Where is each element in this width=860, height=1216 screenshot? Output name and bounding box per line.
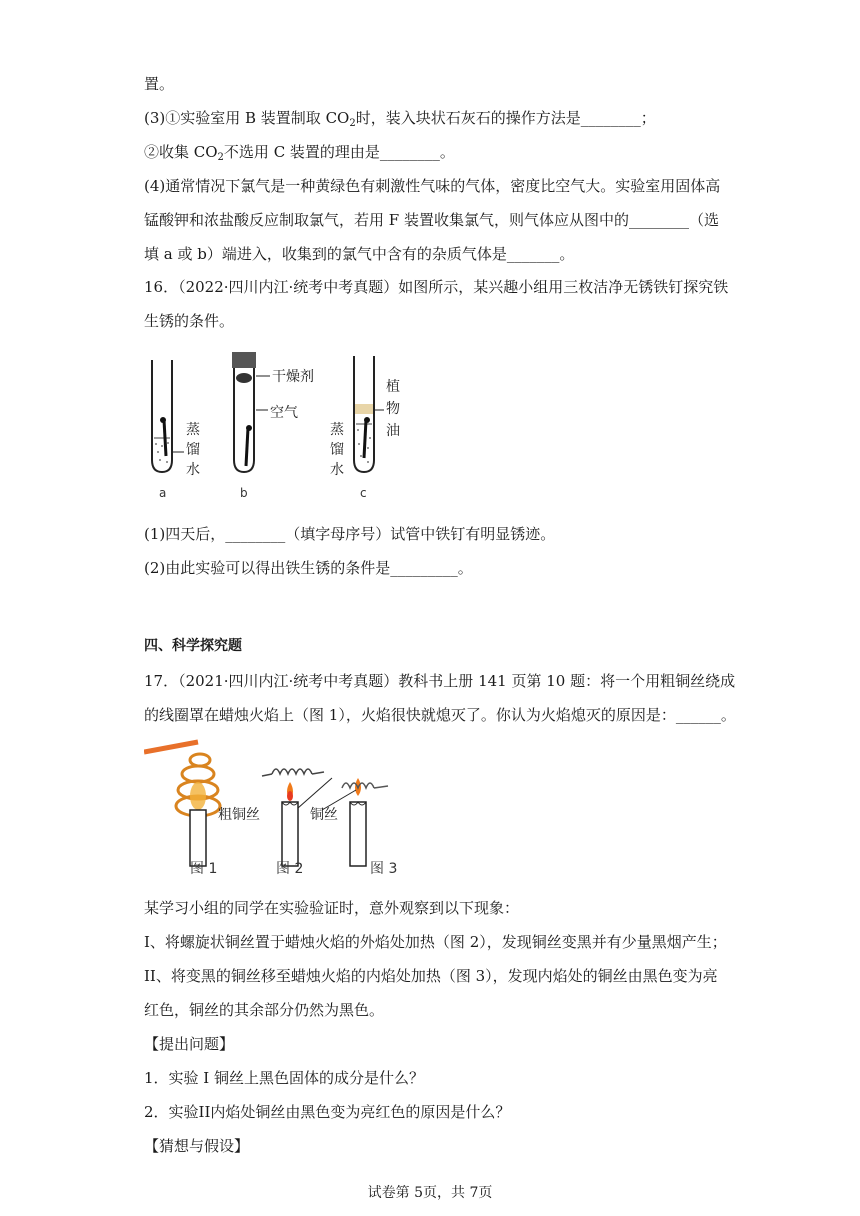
char: 蒸 [330, 422, 344, 438]
text-line: (4)通常情况下氯气是一种黄绿色有刺激性气味的气体，密度比空气大。实验室用固体高 [144, 177, 721, 195]
char: 水 [186, 462, 200, 478]
text-part: 不选用 C 装置的理由是________。 [223, 143, 455, 161]
subscript: 2 [217, 152, 224, 163]
fig-2-caption: 图 2 [276, 861, 304, 877]
question-3-1 [144, 108, 656, 128]
test-tube-figure [140, 348, 420, 508]
char: 馏 [330, 442, 344, 458]
desiccant-label: 干燥剂 [272, 369, 314, 385]
char: 馏 [186, 442, 200, 458]
text-part: 时，装入块状石灰石的操作方法是________； [355, 109, 656, 127]
text-line: 填 a 或 b）端进入，收集到的氯气中含有的杂质气体是_______。 [144, 245, 575, 263]
tube-b [232, 352, 270, 472]
heading-ask-question: 【提出问题】 [144, 1035, 235, 1053]
heading-hypothesis: 【猜想与假设】 [144, 1137, 250, 1155]
char: 物 [386, 401, 400, 417]
section-heading: 四、科学探究题 [144, 638, 242, 654]
tube-c [354, 356, 384, 472]
thick-copper-wire-label: 粗铜丝 [218, 807, 260, 823]
tube-c-label: c [360, 486, 367, 500]
question-item-2: 2．实验II内焰处铜丝由黑色变为亮红色的原因是什么？ [144, 1103, 511, 1121]
char: 蒸 [186, 422, 200, 438]
text-line: 某学习小组的同学在实验验证时，意外观察到以下现象： [144, 899, 520, 917]
char: 水 [330, 462, 344, 478]
text-line: 红色，铜丝的其余部分仍然为黑色。 [144, 1001, 385, 1019]
char: 油 [386, 423, 400, 439]
text-line: 置。 [144, 75, 175, 93]
tube-a-label: a [159, 486, 167, 500]
subscript: 2 [349, 118, 356, 129]
fig-3-caption: 图 3 [370, 861, 398, 877]
vegetable-oil-label [386, 376, 402, 442]
observation-2: II、将变黑的铜丝移至蜡烛火焰的内焰处加热（图 3），发现内焰处的铜丝由黑色变为亮 [144, 967, 718, 985]
text-line: 锰酸钾和浓盐酸反应制取氯气，若用 F 装置收集氯气，则气体应从图中的________（选 [144, 211, 719, 229]
question-16-1: (1)四天后，________（填字母序号）试管中铁钉有明显锈迹。 [144, 525, 556, 543]
tube-a [152, 360, 184, 472]
question-17-stem: 17．（2021·四川内江·统考中考真题）教科书上册 141 页第 10 题：将一个用粗铜丝绕成 [144, 672, 736, 690]
text-part: (3)①实验室用 B 装置制取 CO [144, 109, 350, 127]
text-part: ②收集 CO [144, 143, 218, 161]
text-line: 的线圈罩在蜡烛火焰上（图 1），火焰很快就熄灭了。你认为火焰熄灭的原因是：______。 [144, 706, 736, 724]
char: 植 [386, 379, 400, 395]
tube-a-water-label [186, 420, 202, 480]
candle-3 [342, 778, 388, 866]
candle-1 [144, 742, 220, 866]
copper-wire-label: 铜丝 [310, 807, 338, 823]
tube-b-label: b [240, 486, 248, 500]
question-item-1: 1．实验 I 铜丝上黑色固体的成分是什么？ [144, 1069, 425, 1087]
question-3-2 [144, 142, 455, 162]
tube-c-water-label [330, 420, 346, 480]
air-label: 空气 [270, 405, 298, 421]
page-footer: 试卷第 5页，共 7页 [367, 1185, 493, 1201]
text-line: 生锈的条件。 [144, 312, 235, 330]
question-16-stem: 16．（2022·四川内江·统考中考真题）如图所示，某兴趣小组用三枚洁净无锈铁钉探究铁 [144, 278, 729, 296]
candle-figure [144, 738, 584, 880]
question-16-2: (2)由此实验可以得出铁生锈的条件是_________。 [144, 559, 473, 577]
fig-1-caption: 图 1 [190, 861, 218, 877]
observation-1: I、将螺旋状铜丝置于蜡烛火焰的外焰处加热（图 2），发现铜丝变黑并有少量黑烟产生； [144, 933, 727, 951]
